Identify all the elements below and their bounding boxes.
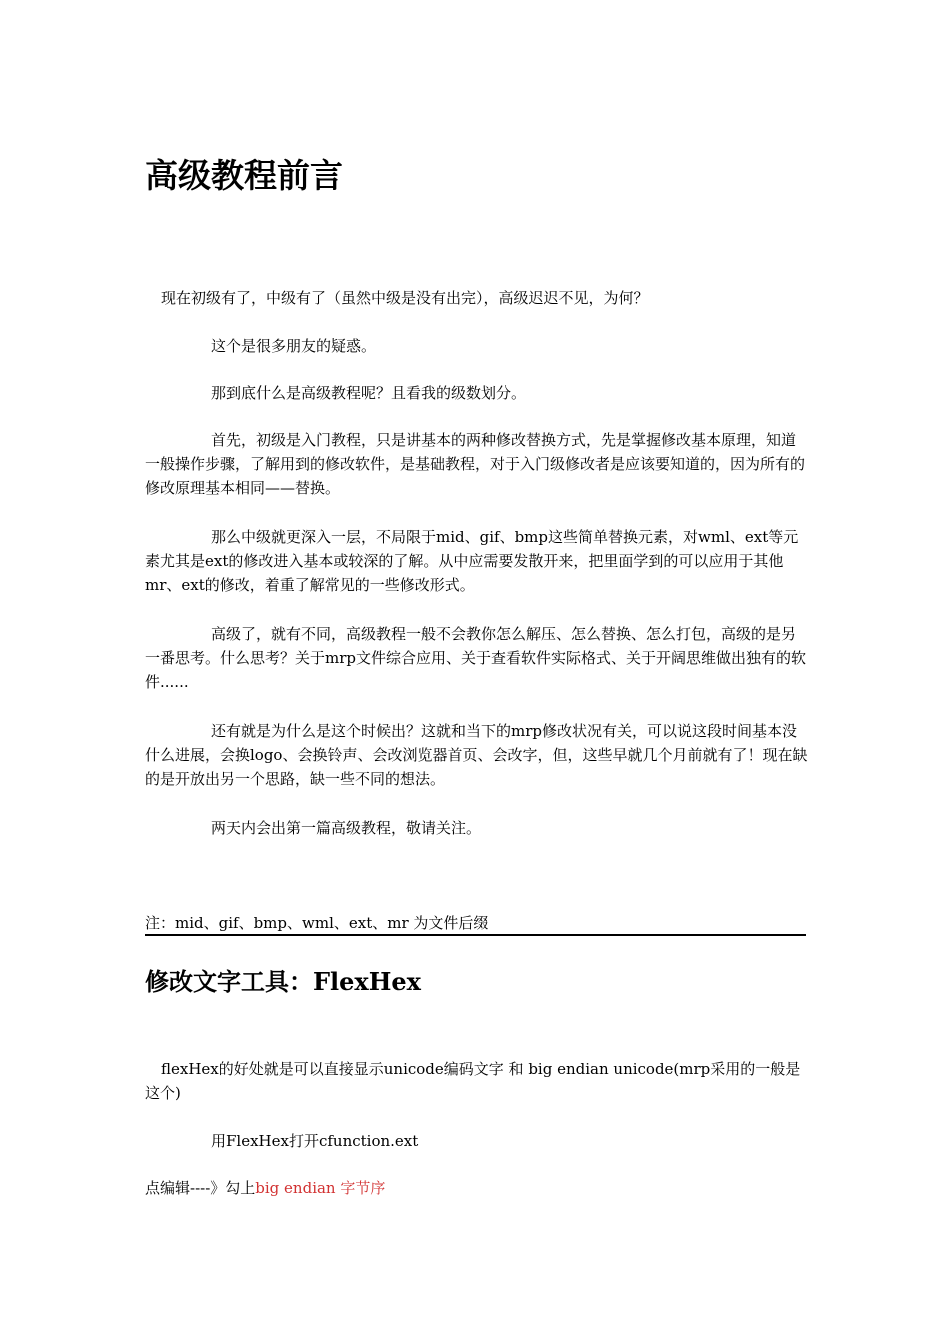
paragraph-definition: 那到底什么是高级教程呢？且看我的级数划分。 xyxy=(211,384,527,402)
section-divider xyxy=(145,934,806,936)
paragraph-beginner: 首先，初级是入门教程，只是讲基本的两种修改替换方式，先是掌握修改基本原理，知道一般操作步骤，了解用到的修改软件，是基础教程，对于入门级修改者是应该要知道的，因为所有的修改原理基本相同——替换。 xyxy=(145,431,806,497)
paragraph-intro: 现在初级有了，中级有了（虽然中级是没有出完），高级迟迟不见，为何？ xyxy=(161,289,649,307)
section2-title: 修改文字工具：FlexHex xyxy=(145,967,421,996)
paragraph-intermediate: 那么中级就更深入一层，不局限于mid、gif、bmp这些简单替换元素，对wml、ext等元素尤其是ext的修改进入基本或较深的了解。从中应需要发散开来，把里面学到的可以应用于其他mr、ext的修改，着重了解常见的一些修改形式。 xyxy=(145,528,799,594)
section1-title: 高级教程前言 xyxy=(145,156,343,195)
paragraph-instruction xyxy=(145,1176,810,1200)
paragraph-timing: 还有就是为什么是这个时候出？这就和当下的mrp修改状况有关，可以说这段时间基本没什么进展，会换logo、会换铃声、会改浏览器首页、会改字，但，这些早就几个月前就有了！现在缺的是开放出另一个思路，缺一些不同的想法。 xyxy=(145,722,808,788)
instruction-highlight: big endian 字节序 xyxy=(255,1179,386,1197)
footnote: 注：mid、gif、bmp、wml、ext、mr 为文件后缀 xyxy=(145,914,489,932)
paragraph-announcement: 两天内会出第一篇高级教程，敬请关注。 xyxy=(211,819,482,837)
paragraph-flexhex-benefit: flexHex的好处就是可以直接显示unicode编码文字 和 big endian unicode(mrp采用的一般是这个) xyxy=(145,1060,801,1102)
paragraph-open-file: 用FlexHex打开cfunction.ext xyxy=(211,1132,419,1150)
paragraph-advanced: 高级了，就有不同，高级教程一般不会教你怎么解压、怎么替换、怎么打包，高级的是另一番思考。什么思考？关于mrp文件综合应用、关于查看软件实际格式、关于开阔思维做出独有的软件...... xyxy=(145,625,807,691)
paragraph-question: 这个是很多朋友的疑惑。 xyxy=(211,337,377,355)
instruction-prefix: 点编辑----》勾上 xyxy=(145,1179,256,1197)
